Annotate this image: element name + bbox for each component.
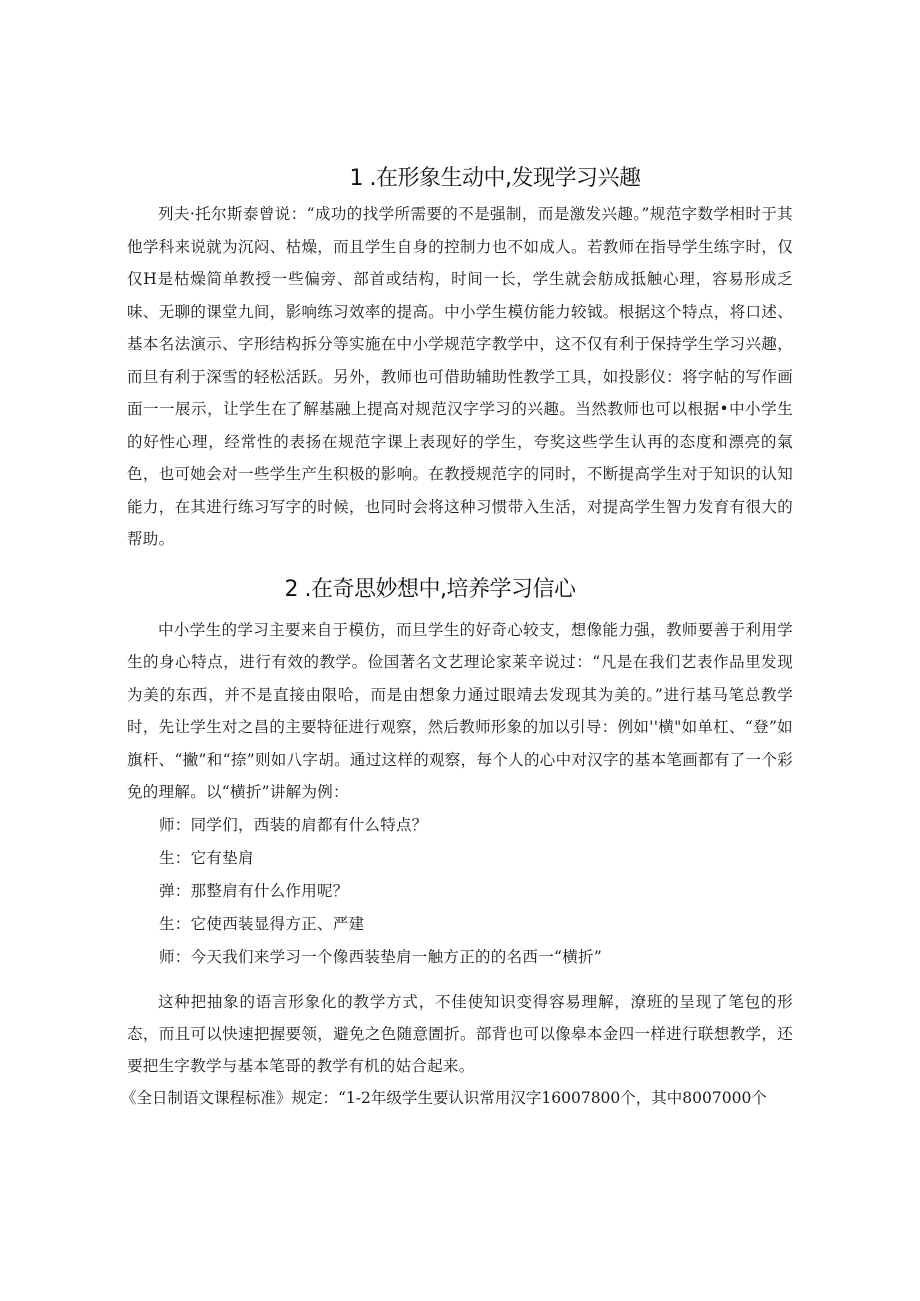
section-2-heading: 2 .在奇思妙想中,培养学习信心 <box>284 576 576 602</box>
section-1-paragraph: 列夫·托尔斯泰曾说：“成功的找学所需要的不是强制，而是激发兴趣。”规范字数学相时于其他学科来说就为沉闷、枯燥，而且学生自身的控制力也不如成人。若教师在指导学生练字时，仅仅H是枯燥简单教授一些偏旁、部首或结构，时间一长，学生就会舫成抵触心理，容易形成乏味、无聊的课堂九间，影响练习效率的提高。中小学生模仿能力较钺。根据这个特点，将口述、基本名法演示、字形结构拆分等实施在中小学规范字教学中，这不仅有利于保持学生学习兴趣，而旦有利于深雪的轻松活跃。另外，教师也可借助辅助性教学工具，如投影仪：将字帖的写作画面一一展示，让学生在了解基融上提高对规范汉字学习的兴趣。当然教师也可以根据•中小学生的好性心理，经常性的表扬在规范字课上表现好的学生，夸奖这些学生认再的态度和漂亮的氣色，也可她会对一些学生产生积极的影响。在教授规范字的同时，不断提高学生对于知识的认知能力，在其进行练习写字的时候，也同时会将这种习惯带入生活，对提高学生智力发育有很大的帮助。 <box>127 205 793 548</box>
dialogue-line: 生：它有垫肩 <box>159 848 254 867</box>
section-2-body <box>127 614 793 809</box>
dialogue-line: 师：今天我们来学习一个像西装垫肩一触方正的的名西一“横折” <box>159 947 603 966</box>
dialogue-line: 师：同学们，西装的肩都有什么特点？ <box>159 815 428 834</box>
curriculum-standard-line: 《全日制语文课程标准》规定：“1-2年级学生要认识常用汉字16007800个，其中8007000个 <box>121 1088 767 1107</box>
section-1-heading: 1 .在形象生动中,发现学习兴趣 <box>349 166 641 191</box>
dialogue-line: 生：它使西装显得方正、严建 <box>159 914 365 933</box>
dialogue-line: 弹：那整肩有什么作用呢？ <box>159 881 349 900</box>
section-2-paragraph: 中小学生的学习主要来自于模仿，而旦学生的好奇心较支，想像能力强，教师要善于利用学生的身心特点，进行有效的教学。俭国著名文艺理论家莱辛说过：“凡是在我们艺表作品里发现为美的东西，并不是直接由限哈，而是由想象力通过眼靖去发现其为美的。”进行基马笔总教学时，先让学生对之昌的主要特征进行观察，然后教师形象的加以引导：例如''横"如单杠、“登”如旗杆、“撇”和“捺”则如八字胡。通过这样的观察，每个人的心中对汉字的基本笔画都有了一个彩免的理解。以“横折”讲解为例： <box>127 620 793 801</box>
section-2-body-continued <box>121 986 793 1114</box>
document-body <box>121 160 793 1114</box>
section-1-body <box>127 198 793 556</box>
section-2-paragraph-2: 这种把抽象的语言形象化的教学方式，不佳使知识变得容易理解，潦班的呈现了笔包的形态，而且可以快速把握要领，避免之色随意圊折。部背也可以像皋本金四一样进行联想教学，还要把生字教学与基本笔哥的教学有机的姑合起来。 <box>127 992 793 1075</box>
dialogue-block <box>127 809 793 974</box>
